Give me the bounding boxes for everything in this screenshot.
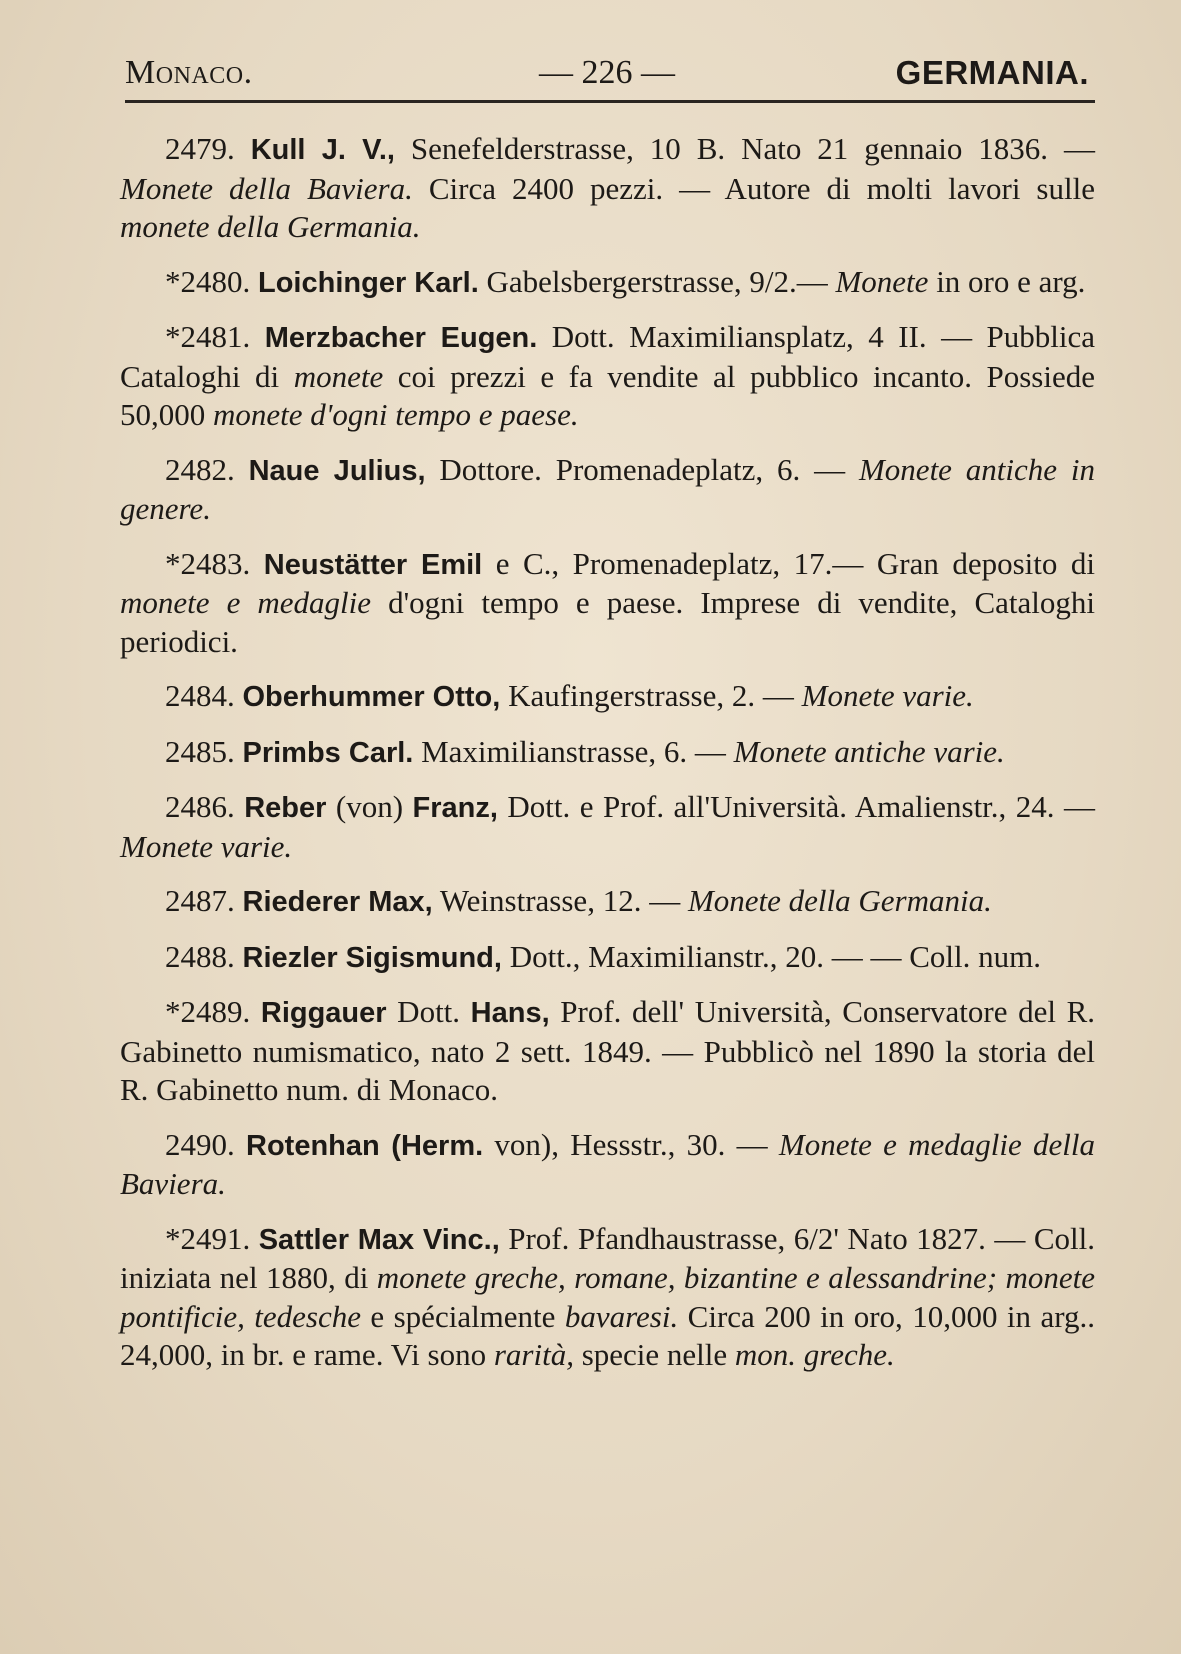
entry-italic: monete xyxy=(293,358,384,394)
entry-number: 2490. xyxy=(165,1126,235,1162)
entry xyxy=(120,1126,1095,1204)
entry-italic: Monete antiche in genere. xyxy=(120,451,1096,526)
entry xyxy=(120,677,1095,717)
entry-text: coi prezzi e fa vendite al pubblico incanto. Possiede 50,000 xyxy=(120,358,1095,432)
entry-text: Dott. Maximiliansplatz, 4 II. — Pubblica Cataloghi di xyxy=(120,319,1096,394)
entry-number: *2483. xyxy=(165,545,251,581)
entry xyxy=(120,130,1095,247)
entry-name: Rotenhan (Herm. xyxy=(246,1129,484,1162)
entry-number: 2488. xyxy=(165,938,235,974)
entry-text: Dottore. Promenadeplatz, 6. — xyxy=(425,451,859,487)
entry-text: e C., Promenadeplatz, 17.— Gran deposito di xyxy=(482,545,1095,581)
entry-text: Senefelderstrasse, 10 B. Nato 21 gennaio 1836. — xyxy=(394,131,1095,166)
entry-text: Prof. Pfandhaustrasse, 6/2' Nato 1827. — Coll. iniziata nel 1880, di xyxy=(120,1220,1095,1295)
entry-text: e spécialmente xyxy=(360,1298,565,1334)
entry-number: 2487. xyxy=(165,883,235,918)
entry-name: Sattler Max Vinc., xyxy=(258,1223,500,1256)
entry-name: Riggauer xyxy=(260,997,387,1029)
entry-italic: Monete della Baviera. xyxy=(120,170,413,206)
entry-text: Maximilianstrasse, 6. — xyxy=(413,733,734,769)
entry-number: 2482. xyxy=(165,451,235,487)
page-number: — 226 — xyxy=(539,54,675,91)
entry-list xyxy=(120,130,1095,1391)
entry-italic: Monete e medaglie della Baviera. xyxy=(120,1126,1095,1201)
entry-name: Riederer Max, xyxy=(242,886,433,918)
entry-text: d'ogni tempo e paese. Imprese di vendite, Cataloghi periodici. xyxy=(120,585,1095,659)
header-city: Monaco. xyxy=(125,54,253,91)
entry-italic: Monete antiche varie. xyxy=(733,733,1005,769)
entry xyxy=(120,545,1095,662)
entry-name: Primbs Carl. xyxy=(242,736,414,769)
entry-number: *2481. xyxy=(165,319,251,354)
entry-text: Gabelsbergerstrasse, 9/2.— xyxy=(478,263,836,299)
entry-name: Reber xyxy=(244,792,327,824)
entry-italic: Monete varie. xyxy=(120,828,293,864)
entry-number: 2479. xyxy=(165,131,235,166)
entry-number: *2480. xyxy=(165,263,251,299)
entry-number: 2484. xyxy=(165,678,235,713)
entry-number: *2489. xyxy=(165,994,251,1029)
entry-name: Riezler Sigismund, xyxy=(242,941,502,974)
entry-text: Circa 200 in oro, 10,000 in arg.. 24,000, in br. e rame. Vi sono xyxy=(120,1298,1095,1372)
entry-name: Merzbacher Eugen. xyxy=(264,322,538,354)
entry-italic: Monete varie. xyxy=(801,678,974,713)
header-country: GERMANIA. xyxy=(895,54,1089,91)
entry-text: Dott. e Prof. all'Università. Amalienstr., 24. — xyxy=(497,789,1095,824)
entry-italic: monete della Germania. xyxy=(120,209,421,244)
entry xyxy=(120,733,1095,773)
running-header xyxy=(125,48,1089,92)
entry-name: Naue Julius, xyxy=(248,454,426,487)
entry-text: Dott., Maximilianstr., 20. — — Coll. num. xyxy=(501,938,1042,974)
entry xyxy=(120,788,1095,866)
entry-name: Oberhummer Otto, xyxy=(242,681,501,713)
entry-italic: mon. greche. xyxy=(734,1337,895,1372)
entry-name-second: Franz, xyxy=(412,792,498,824)
entry-text: specie nelle xyxy=(573,1337,735,1372)
entry-number: *2491. xyxy=(165,1220,251,1256)
entry-text: Kaufingerstrasse, 2. — xyxy=(500,678,802,713)
entry-italic: monete greche, romane, bizantine e alessandrine; monete pontificie, tedesche xyxy=(120,1260,1096,1334)
entry xyxy=(120,938,1095,978)
entry xyxy=(120,263,1095,303)
entry xyxy=(120,993,1095,1110)
entry-italic: rarità, xyxy=(493,1337,574,1372)
entry-text: von), Hessstr., 30. — xyxy=(483,1126,779,1162)
entry-italic: monete e medaglie xyxy=(120,585,372,620)
entry-text: Dott. xyxy=(386,994,471,1029)
entry-italic: bavaresi. xyxy=(564,1298,679,1334)
entry-italic: Monete della Germania. xyxy=(687,883,992,918)
entry-italic: monete d'ogni tempo e paese. xyxy=(213,397,579,432)
entry-italic: Monete xyxy=(835,263,929,299)
entry-text: Weinstrasse, 12. — xyxy=(432,883,688,918)
entry-number: 2485. xyxy=(165,733,235,769)
entry-number: 2486. xyxy=(165,789,235,824)
entry-text: Circa 2400 pezzi. — Autore di molti lavori sulle xyxy=(412,170,1095,206)
entry-name-second: Hans, xyxy=(470,997,550,1029)
header-rule xyxy=(125,100,1095,103)
entry-text: in oro e arg. xyxy=(928,263,1086,299)
entry-text: Prof. dell' Università, Conservatore del R. Gabinetto numismatico, nato 2 sett. 1849. — Pubblicò nel 1890 la storia del R. Gabinetto num. di Monaco. xyxy=(120,994,1095,1107)
entry-text: (von) xyxy=(326,789,413,824)
entry-name: Kull J. V., xyxy=(250,134,395,166)
entry xyxy=(120,1220,1095,1375)
entry xyxy=(120,451,1095,529)
entry xyxy=(120,318,1095,435)
entry-name: Neustätter Emil xyxy=(263,548,483,581)
entry-name: Loichinger Karl. xyxy=(258,266,479,299)
entry xyxy=(120,882,1095,922)
